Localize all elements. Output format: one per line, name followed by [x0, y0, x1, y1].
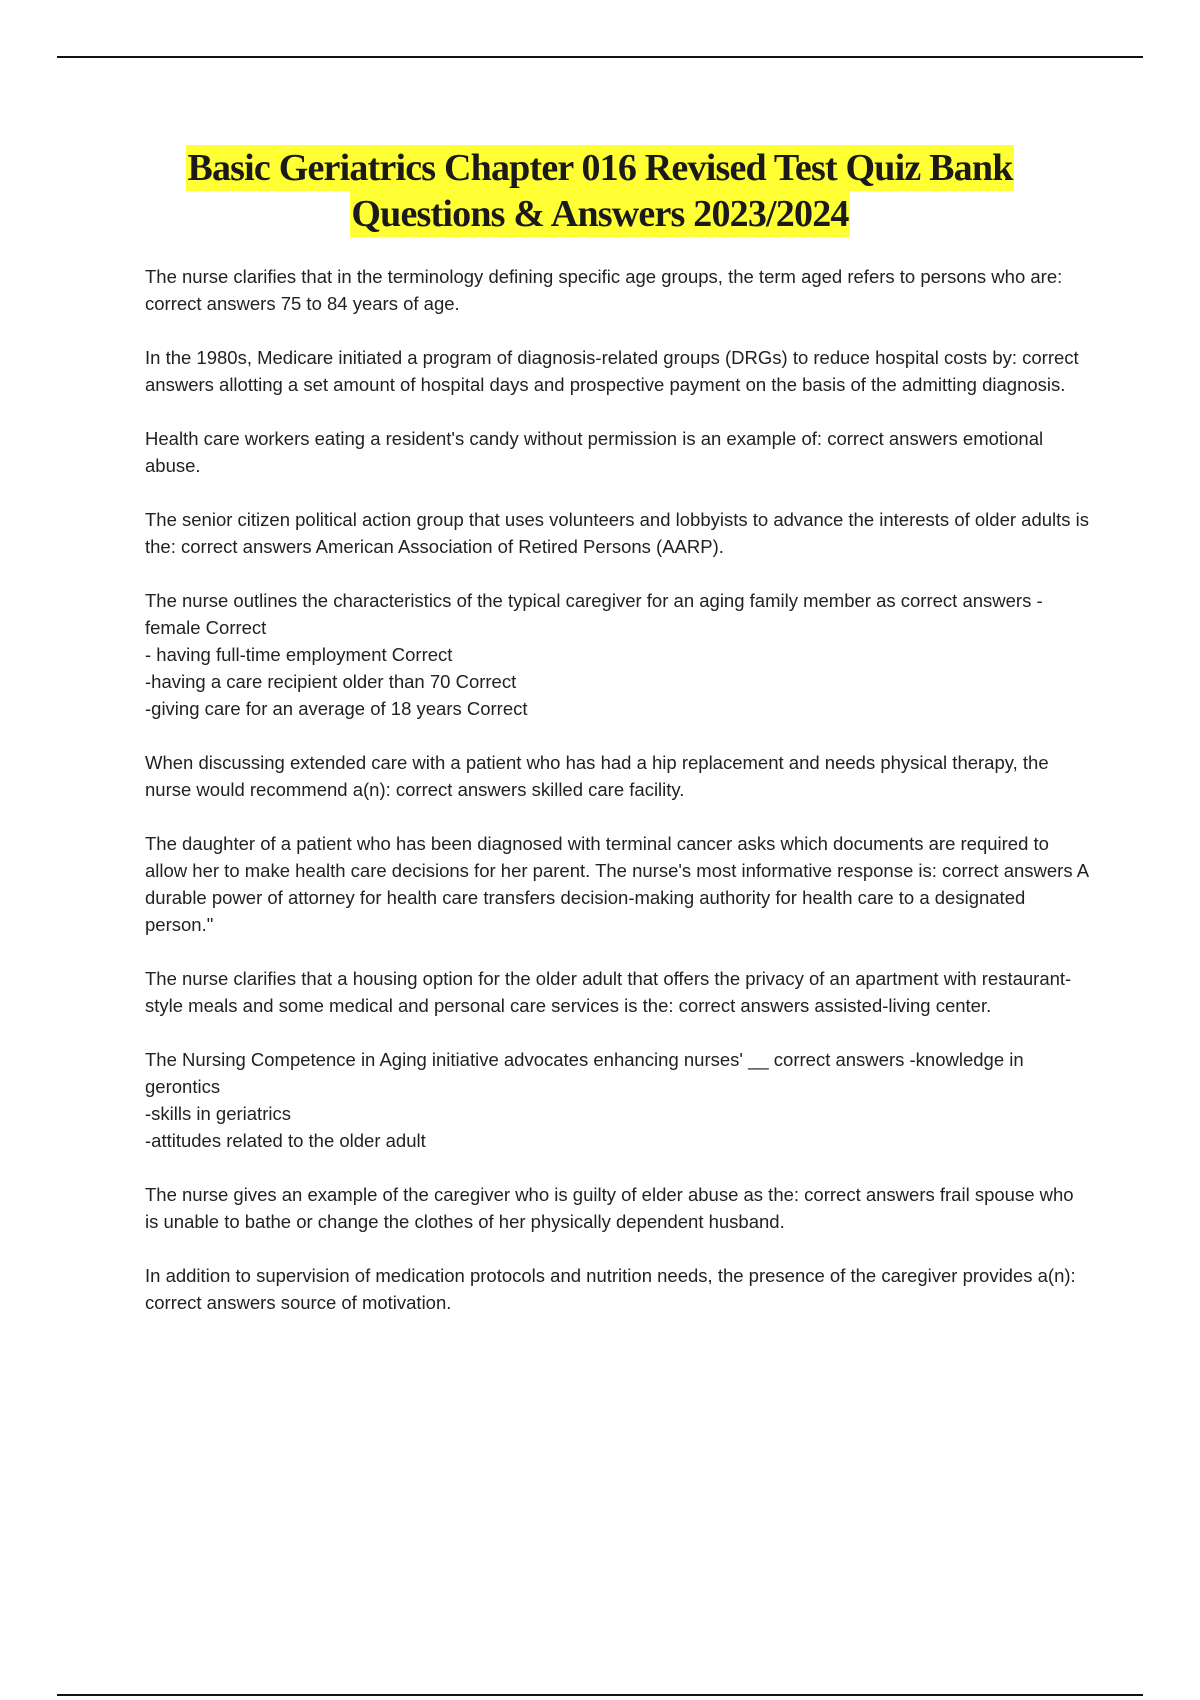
qa-item: The nurse outlines the characteristics of the typical caregiver for an aging family member as correct answers -female Correct - having full-time employment Correct -having a care recipient older than 70 Correct -giving care for an average of 18 years Correct [145, 590, 1043, 719]
title-line-1: Basic Geriatrics Chapter 016 Revised Test Quiz Bank [187, 147, 1013, 189]
qa-item: The Nursing Competence in Aging initiative advocates enhancing nurses' __ correct answers -knowledge in gerontics -skills in geriatrics -attitudes related to the older adult [145, 1049, 1024, 1151]
qa-item: In the 1980s, Medicare initiated a program of diagnosis-related groups (DRGs) to reduce hospital costs by: correct answers allotting a set amount of hospital days and prospective payment on the basis of the admitting diagnosis. [145, 347, 1079, 395]
qa-item: Health care workers eating a resident's candy without permission is an example of: correct answers emotional abuse. [145, 428, 1044, 476]
qa-item: The nurse clarifies that in the terminology defining specific age groups, the term aged refers to persons who are: correct answers 75 to 84 years of age. [145, 266, 1063, 314]
qa-item: The nurse clarifies that a housing option for the older adult that offers the privacy of an apartment with restaurant-style meals and some medical and personal care services is the: correct answers assisted-living center. [145, 968, 1072, 1016]
title-line-2: Questions & Answers 2023/2024 [351, 193, 849, 235]
document-title [100, 145, 1100, 237]
bottom-divider [57, 1694, 1143, 1696]
qa-list [145, 263, 1090, 1343]
qa-item: When discussing extended care with a patient who has had a hip replacement and needs physical therapy, the nurse would recommend a(n): correct answers skilled care facility. [145, 752, 1049, 800]
qa-item: The daughter of a patient who has been diagnosed with terminal cancer asks which documents are required to allow her to make health care decisions for her parent. The nurse's most informative response is: correct answers A durable power of attorney for health care transfers decision-making authority for health care to a designated person." [145, 833, 1089, 935]
top-divider [57, 56, 1143, 58]
qa-item: The senior citizen political action group that uses volunteers and lobbyists to advance the interests of older adults is the: correct answers American Association of Retired Persons (AARP). [145, 509, 1090, 557]
qa-item: In addition to supervision of medication protocols and nutrition needs, the presence of the caregiver provides a(n): correct answers source of motivation. [145, 1265, 1076, 1313]
qa-item: The nurse gives an example of the caregiver who is guilty of elder abuse as the: correct answers frail spouse who is unable to bathe or change the clothes of her physically dependent husband. [145, 1184, 1074, 1232]
